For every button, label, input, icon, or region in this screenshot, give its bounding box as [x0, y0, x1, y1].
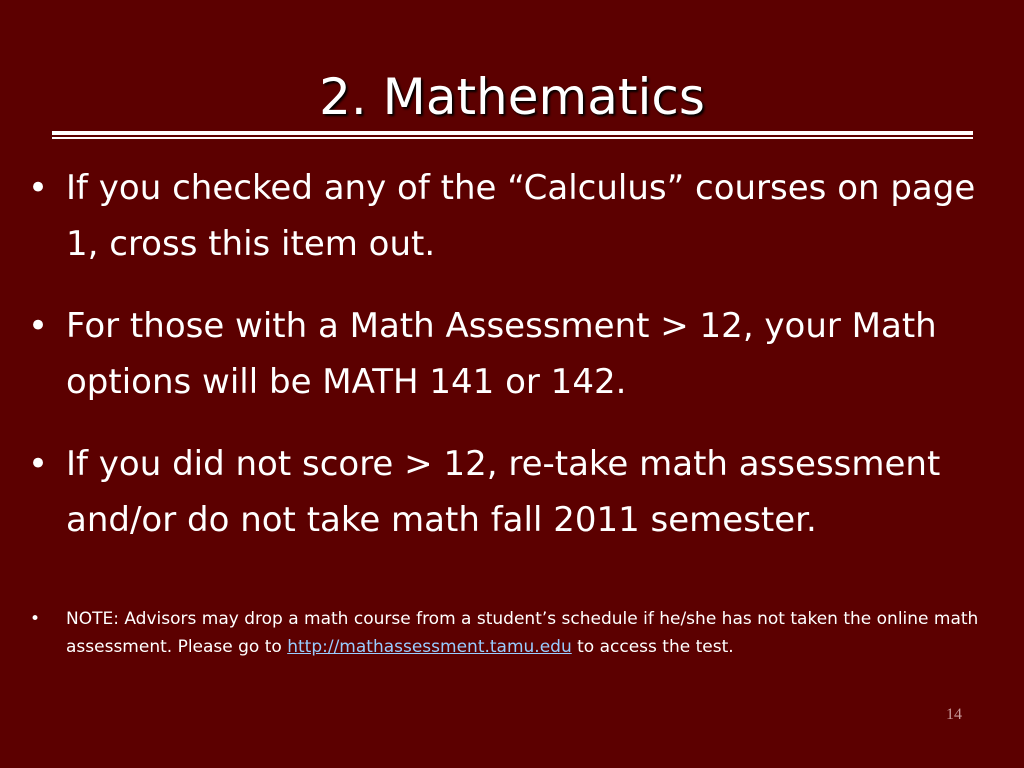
bullet-item-retake [0, 436, 1024, 548]
bullet-list [0, 160, 1024, 574]
bullet-icon: • [28, 306, 49, 346]
bullet-item-math-options [0, 298, 1024, 410]
note-text-after: to access the test. [571, 637, 734, 657]
note-text-before: NOTE: Advisors may drop a math course from a student’s schedule if he/she has not taken the online math assessment. Please go to [66, 609, 979, 657]
bullet-text: If you did not score > 12, re-take math assessment and/or do not take math fall 2011 semester. [66, 444, 941, 540]
math-assessment-link[interactable]: http://mathassessment.tamu.edu [287, 637, 572, 657]
bullet-icon: • [28, 444, 49, 484]
bullet-icon: • [28, 168, 49, 208]
title-divider-thin [52, 137, 973, 139]
slide-title: 2. Mathematics [319, 68, 705, 126]
bullet-icon: • [30, 609, 41, 629]
title-divider-thick [52, 131, 973, 135]
bullet-item-calculus [0, 160, 1024, 272]
bullet-text: If you checked any of the “Calculus” courses on page 1, cross this item out. [66, 168, 976, 264]
note-item [0, 605, 1024, 661]
bullet-text: For those with a Math Assessment > 12, your Math options will be MATH 141 or 142. [66, 306, 937, 402]
page-number: 14 [946, 706, 962, 723]
